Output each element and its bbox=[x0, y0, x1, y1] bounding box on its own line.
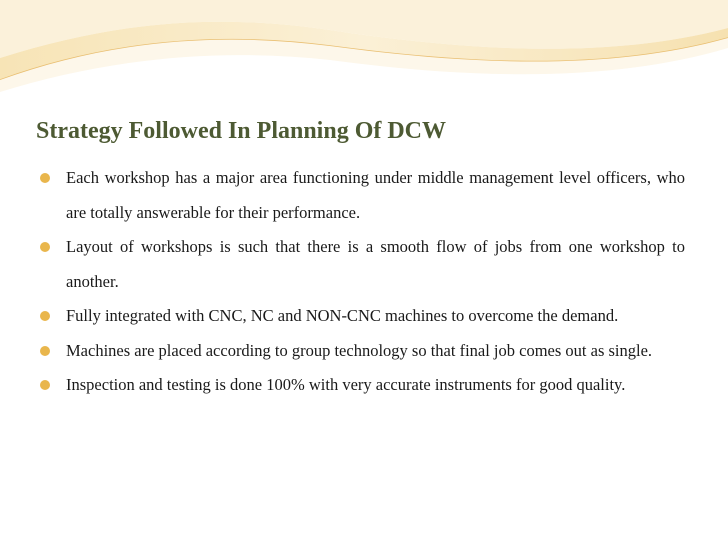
bullet-dot-icon bbox=[40, 346, 50, 356]
bullet-item bbox=[40, 230, 685, 299]
bullet-list bbox=[40, 161, 685, 403]
bullet-text: Layout of workshops is such that there is a smooth flow of jobs from one workshop to another. bbox=[66, 237, 685, 291]
bullet-dot-icon bbox=[40, 311, 50, 321]
bullet-dot-icon bbox=[40, 242, 50, 252]
bullet-dot-icon bbox=[40, 380, 50, 390]
bullet-text: Fully integrated with CNC, NC and NON-CNC machines to overcome the demand. bbox=[66, 306, 619, 325]
bullet-item bbox=[40, 299, 685, 334]
bullet-text: Each workshop has a major area functioning under middle management level officers, who are totally answerable for their performance. bbox=[66, 168, 685, 222]
slide-title: Strategy Followed In Planning Of DCW bbox=[36, 118, 447, 144]
bullet-dot-icon bbox=[40, 173, 50, 183]
bullet-text: Machines are placed according to group technology so that final job comes out as single. bbox=[66, 340, 653, 360]
bullet-text: Inspection and testing is done 100% with very accurate instruments for good quality. bbox=[66, 375, 626, 394]
decorative-swoosh-header bbox=[0, 0, 728, 110]
bullet-item bbox=[40, 334, 685, 369]
bullet-item bbox=[40, 161, 685, 230]
bullet-item bbox=[40, 368, 685, 403]
